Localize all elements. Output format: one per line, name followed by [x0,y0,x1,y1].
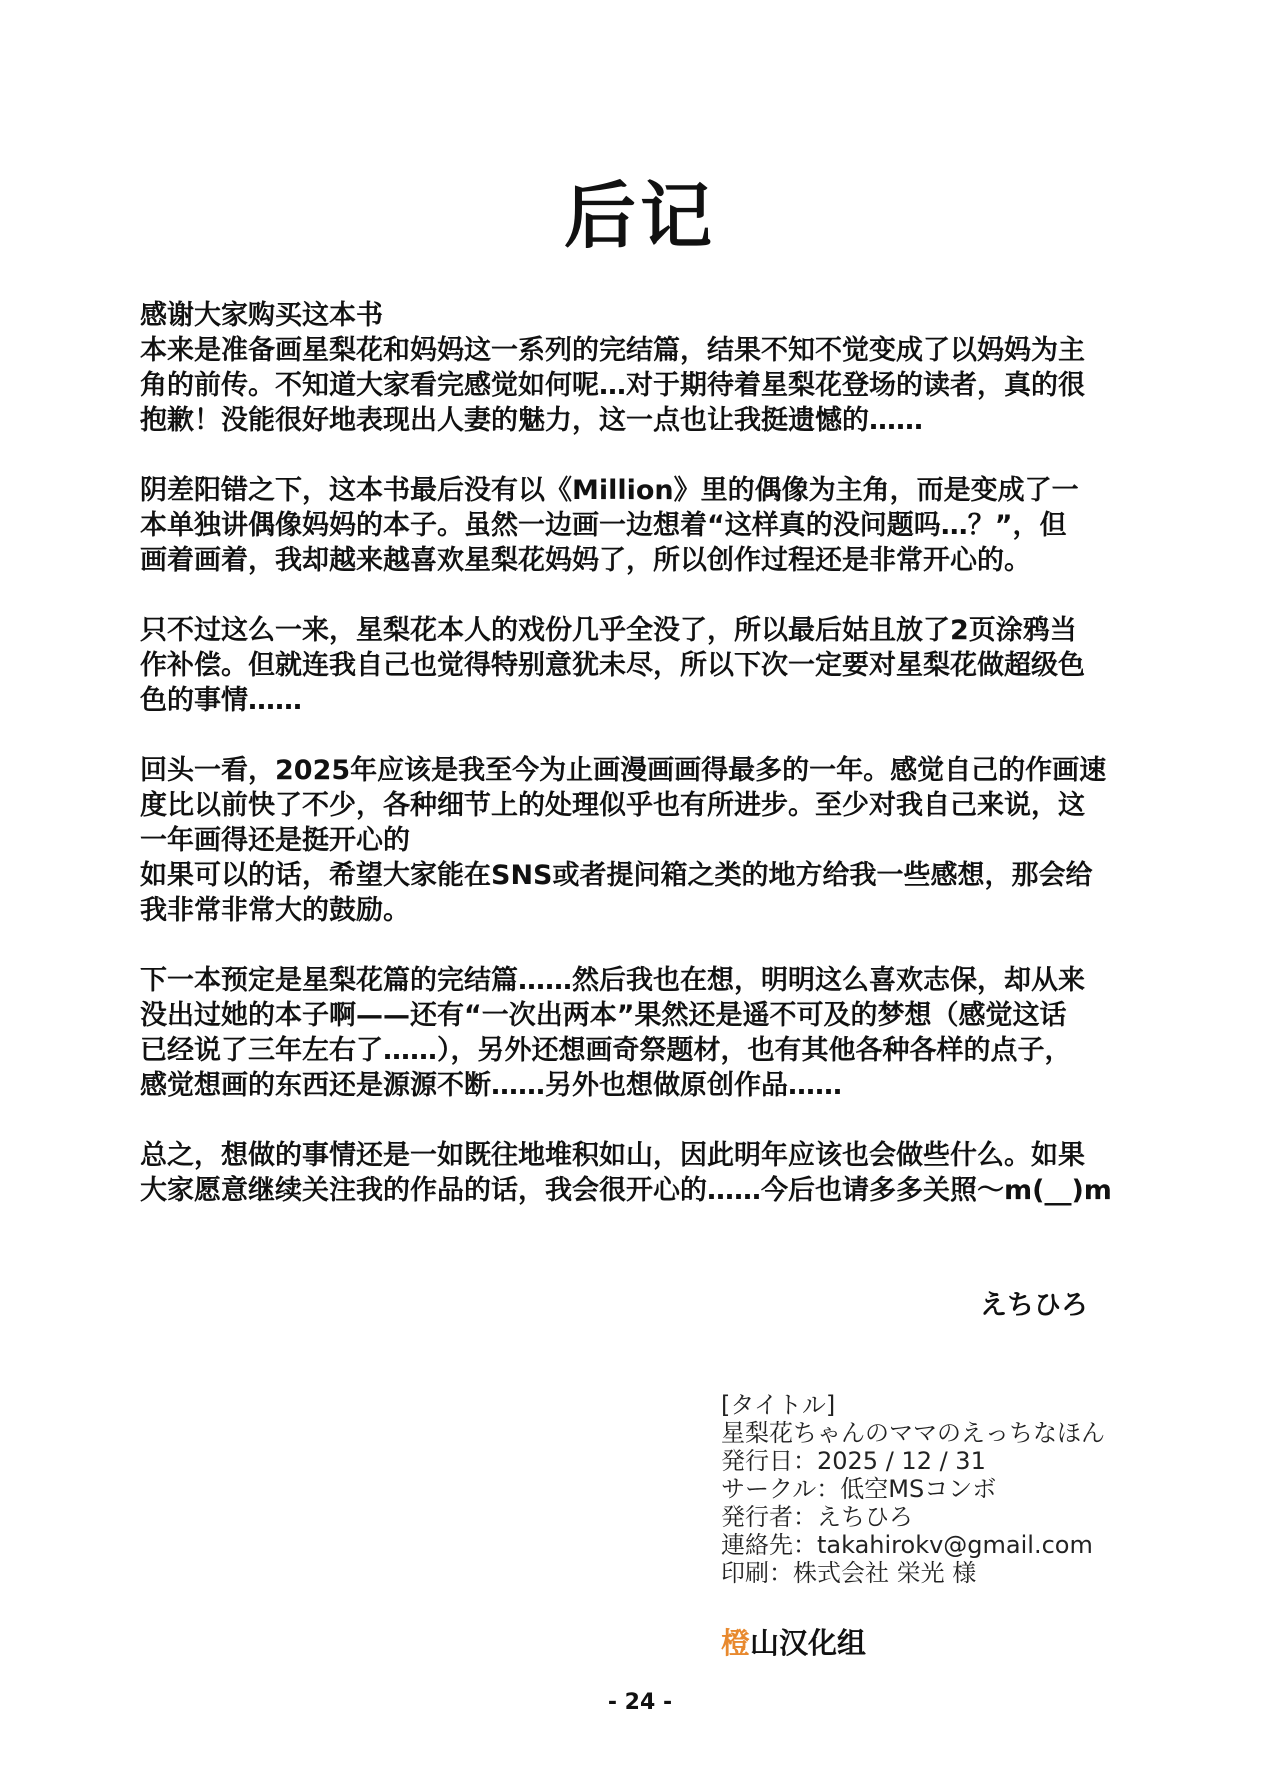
paragraph [140,298,1160,438]
group-accent-char: 橙 [721,1626,751,1660]
text-line: 色的事情…… [140,685,302,716]
text-line: 只不过这么一来，星梨花本人的戏份几乎全没了，所以最后姑且放了2页涂鸦当 [140,615,1077,646]
afterword-body [140,298,1160,1243]
paragraph [140,473,1160,578]
text-line: 阴差阳错之下，这本书最后没有以《Million》里的偶像为主角，而是变成了一 [140,475,1079,506]
text-line: 画着画着，我却越来越喜欢星梨花妈妈了，所以创作过程还是非常开心的。 [140,545,1031,576]
paragraph [140,963,1160,1103]
text-line: 角的前传。不知道大家看完感觉如何呢…对于期待着星梨花登场的读者，真的很 [140,370,1085,401]
colophon-title-label: [タイトル] [721,1391,836,1419]
author-signature: えちひろ [980,1290,1088,1321]
text-line: 本单独讲偶像妈妈的本子。虽然一边画一边想着“这样真的没问题吗…？”，但 [140,510,1067,541]
text-line: 没出过她的本子啊——还有“一次出两本”果然还是遥不可及的梦想（感觉这话 [140,1000,1067,1031]
group-name-rest: 山汉化组 [750,1626,867,1660]
colophon-contact: 連絡先：takahirokv@gmail.com [721,1531,1093,1559]
text-line: 已经说了三年左右了……），另外还想画奇祭题材，也有其他各种各样的点子， [140,1035,1072,1066]
text-line: 总之，想做的事情还是一如既往地堆积如山，因此明年应该也会做些什么。如果 [140,1140,1085,1171]
text-line: 回头一看，2025年应该是我至今为止画漫画画得最多的一年。感觉自己的作画速 [140,755,1107,786]
text-line: 一年画得还是挺开心的 [140,825,410,856]
colophon [721,1391,1105,1587]
text-line: 我非常非常大的鼓励。 [140,895,410,926]
colophon-circle: サークル：低空MSコンボ [721,1475,997,1503]
text-line: 度比以前快了不少，各种细节上的处理似乎也有所进步。至少对我自己来说，这 [140,790,1085,821]
translation-group-credit [721,1621,866,1662]
page-number: - 24 - [607,1690,673,1715]
colophon-date: 発行日：2025 / 12 / 31 [721,1447,986,1475]
colophon-title-value: 星梨花ちゃんのママのえっちなほん [721,1419,1105,1447]
text-line: 如果可以的话，希望大家能在SNS或者提问箱之类的地方给我一些感想，那会给 [140,860,1093,891]
paragraph [140,1138,1160,1208]
colophon-publisher: 発行者：えちひろ [721,1503,913,1531]
text-line: 下一本预定是星梨花篇的完结篇……然后我也在想，明明这么喜欢志保，却从来 [140,965,1085,996]
page-title: 后记 [563,174,716,258]
paragraph [140,613,1160,718]
text-line: 抱歉！没能很好地表现出人妻的魅力，这一点也让我挺遗憾的…… [140,405,923,436]
text-line: 作补偿。但就连我自己也觉得特别意犹未尽，所以下次一定要对星梨花做超级色 [140,650,1085,681]
paragraph [140,753,1160,928]
colophon-printer: 印刷：株式会社 栄光 様 [721,1559,977,1587]
text-line: 本来是准备画星梨花和妈妈这一系列的完结篇，结果不知不觉变成了以妈妈为主 [140,335,1085,366]
text-line: 感谢大家购买这本书 [140,300,383,331]
text-line: 感觉想画的东西还是源源不断……另外也想做原创作品…… [140,1070,842,1101]
text-line: 大家愿意继续关注我的作品的话，我会很开心的……今后也请多多关照～m(__)m [140,1175,1112,1206]
